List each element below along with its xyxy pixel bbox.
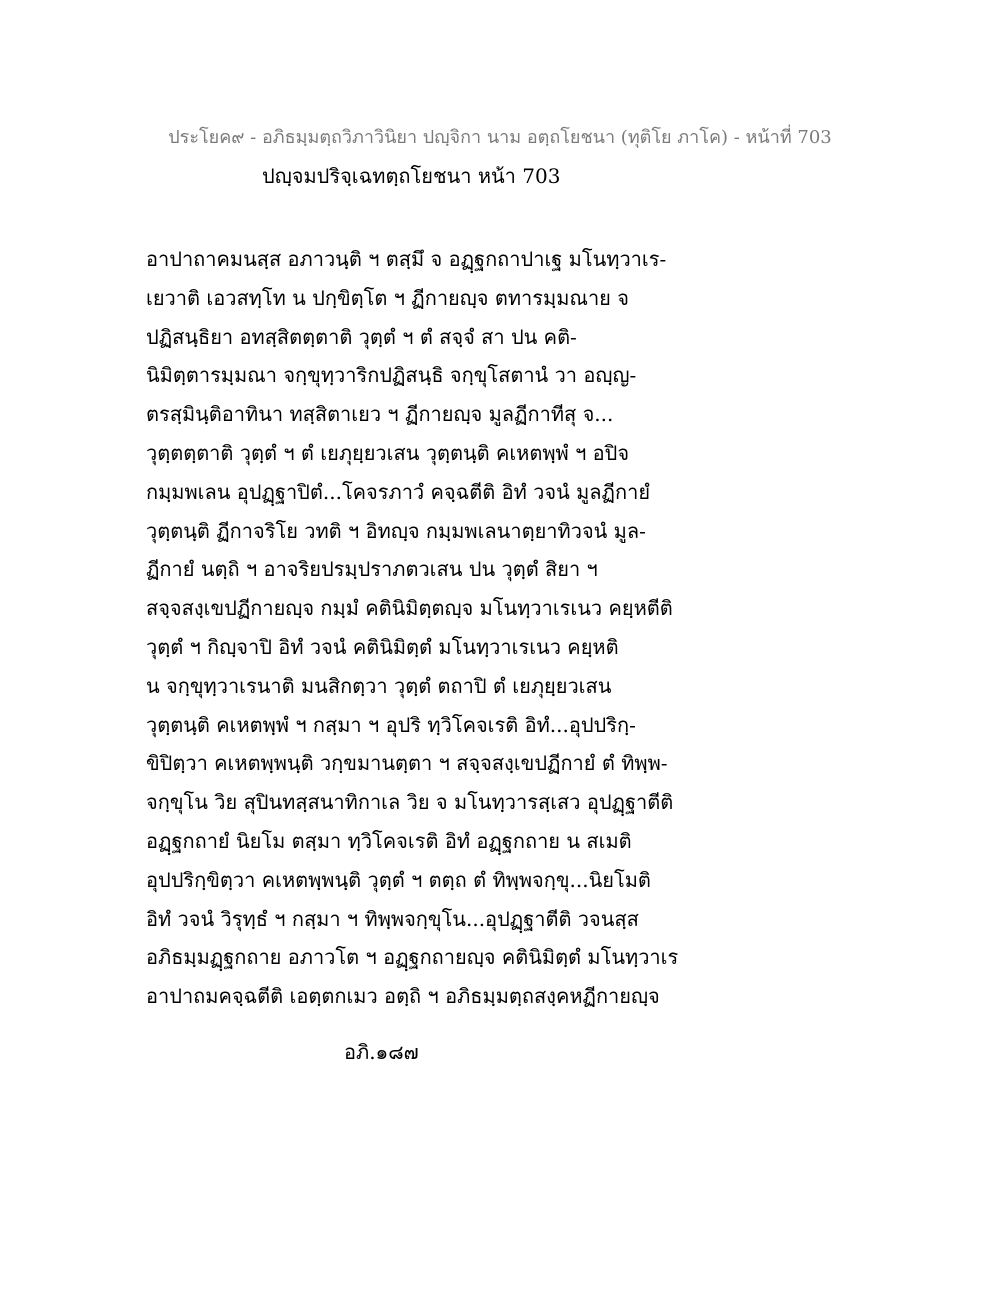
text-line: อภิธมฺมฏฺฐกถาย อภาวโต ฯ อฏฺฐกถายญฺจ คตินิมิตฺตํ มโนทฺวาเร (146, 945, 679, 970)
text-line: อฏฺฐกถายํ นิยโม ตสฺมา ทฺวิโคจเรติ อิทํ อฏฺฐกถาย น สเมติ (146, 828, 632, 853)
text-line: อุปปริกฺขิตฺวา คเหตพฺพนฺติ วุตฺตํ ฯ ตตฺถ ตํ ทิพฺพจกฺขุ...นิยโมติ (146, 867, 651, 892)
text-line: ตรสฺมินฺติอาทินา ทสฺสิตาเยว ฯ ฏีกายญฺจ มูลฏีกาทีสุ จ... (146, 402, 614, 427)
text-line: ปฏิสนฺธิยา อทสฺสิตตฺตาติ วุตฺตํ ฯ ตํ สจฺจํ สา ปน คติ- (146, 324, 577, 349)
text-line: เยวาติ เอวสทฺโท น ปกฺขิตฺโต ฯ ฏีกายญฺจ ตทารมฺมณาย จ (146, 285, 629, 310)
text-line: นิมิตฺตารมฺมณา จกฺขุทฺวาริกปฏิสนฺธิ จกฺขุโสตานํ วา อญฺญ- (146, 363, 637, 388)
text-line: ฏีกายํ นตฺถิ ฯ อาจริยปรมฺปราภตวเสน ปน วุตฺตํ สิยา ฯ (146, 557, 598, 582)
text-line: วุตฺตตฺตาติ วุตฺตํ ฯ ตํ เยภุยฺยวเสน วุตฺตนฺติ คเหตพฺพํ ฯ อปิจ (146, 440, 630, 465)
text-line: อิทํ วจนํ วิรุทฺธํ ฯ กสฺมา ฯ ทิพฺพจกฺขุโน...อุปฏฺฐาตีติ วจนสฺส (146, 906, 639, 931)
body-text (146, 240, 706, 1016)
page-number: อภิ.๑๘๗ (344, 1040, 419, 1064)
running-header: ประโยค๙ - อภิธมฺมตฺถวิภาวินิยา ปญฺจิกา นาม อตฺถโยชนา (ทุติโย ภาโค) - หน้าที่ 703 (168, 127, 832, 148)
text-line: อาปาถมคจฺฉตีติ เอตฺตกเมว อตฺถิ ฯ อภิธมฺมตฺถสงฺคหฏีกายญฺจ (146, 984, 660, 1009)
text-line: วุตฺตํ ฯ กิญฺจาปิ อิทํ วจนํ คตินิมิตฺตํ มโนทฺวาเรเนว คยฺหติ (146, 634, 619, 659)
text-line: วุตฺตนฺติ คเหตพฺพํ ฯ กสฺมา ฯ อุปริ ทฺวิโคจเรติ อิทํ...อุปปริกฺ- (146, 712, 636, 737)
section-title: ปญฺจมปริจฺเฉทตฺถโยชนา หน้า 703 (262, 164, 561, 188)
text-line: ขิปิตฺวา คเหตพฺพนฺติ วกฺขมานตฺตา ฯ สจฺจสงฺเขปฏีกายํ ตํ ทิพฺพ- (146, 751, 668, 776)
text-line: จกฺขุโน วิย สุปินทสฺสนาทิกาเล วิย จ มโนทฺวารสฺเสว อุปฏฺฐาตีติ (146, 790, 674, 815)
text-line: น จกฺขุทฺวาเรนาติ มนสิกตฺวา วุตฺตํ ตถาปิ ตํ เยภุยฺยวเสน (146, 673, 612, 698)
text-line: วุตฺตนฺติ ฏีกาจริโย วทติ ฯ อิทญฺจ กมฺมพเลนาตฺยาทิวจนํ มูล- (146, 518, 646, 543)
text-line: สจฺจสงฺเขปฏีกายญฺจ กมฺมํ คตินิมิตฺตญฺจ มโนทฺวาเรเนว คยฺหตีติ (146, 596, 673, 621)
text-line: อาปาถาคมนสฺส อภาวนฺติ ฯ ตสฺมึ จ อฏฺฐกถาปาเฐ มโนทฺวาเร- (146, 247, 667, 271)
text-line: กมฺมพเลน อุปฏฺฐาปิตํ...โคจรภาวํ คจฺฉตีติ อิทํ วจนํ มูลฏีกายํ (146, 479, 651, 504)
